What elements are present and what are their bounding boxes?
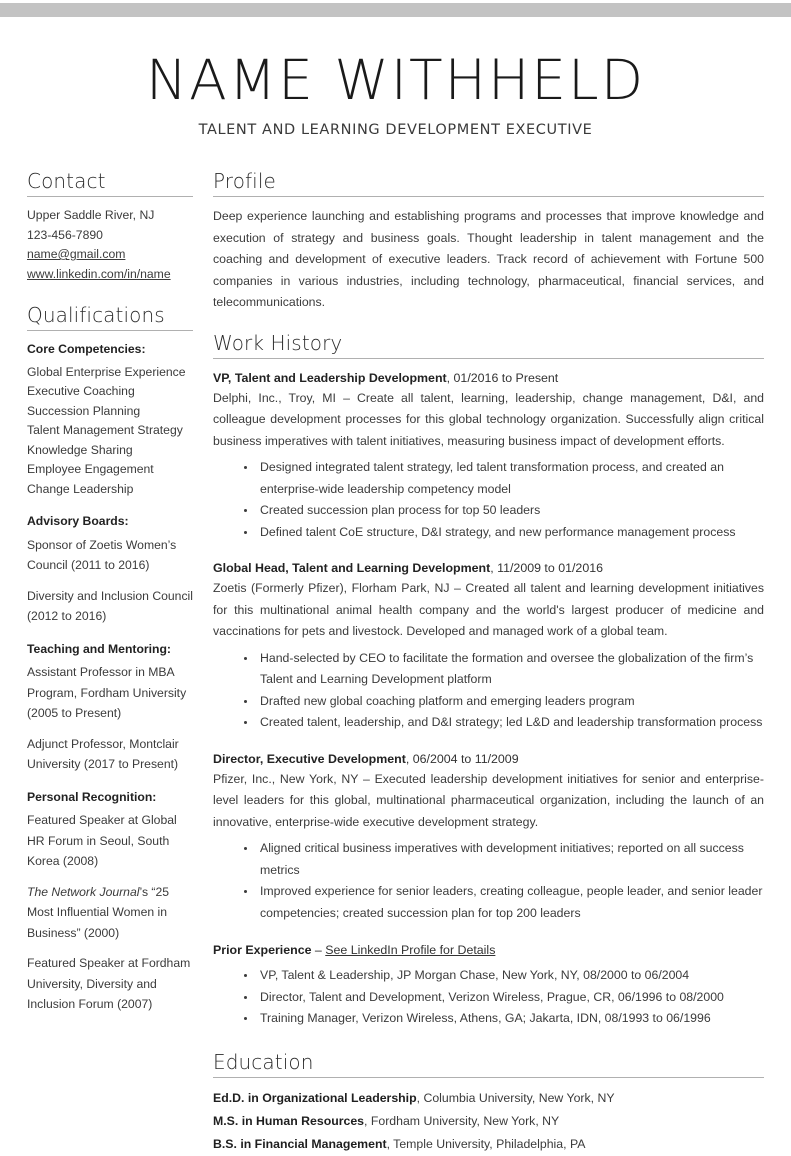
candidate-name: NAME WITHHELD <box>145 48 646 112</box>
resume-columns <box>0 169 791 1156</box>
top-gray-band <box>0 3 791 17</box>
job-title: Director, Executive Development <box>213 751 406 766</box>
recognition-text: Featured Speaker at Fordham University, Diversity and Inclusion Forum (2007) <box>27 956 191 1011</box>
degree-school: , Temple University, Philadelphia, PA <box>386 1136 586 1151</box>
candidate-title: TALENT AND LEARNING DEVELOPMENT EXECUTIVE <box>198 122 593 138</box>
job-title: Global Head, Talent and Learning Development <box>213 561 491 575</box>
job-title: VP, Talent and Leadership Development <box>213 370 447 385</box>
education-heading: Education <box>213 1050 764 1078</box>
contact-linkedin[interactable] <box>27 265 193 285</box>
degree-name: B.S. in Financial Management <box>213 1136 387 1151</box>
job-dates: , 06/2004 to 11/2009 <box>405 751 519 766</box>
job-bullet: Improved experience for senior leaders, creating colleague, people leader, and senior leader competencies; created succession plan for top 200 leaders <box>244 881 764 924</box>
job-title-line <box>213 368 764 388</box>
education-entry <box>213 1133 764 1156</box>
prior-experience-label: Prior Experience <box>213 943 312 957</box>
recognition-item <box>27 953 193 1015</box>
core-competencies-label: Core Competencies: <box>27 342 146 356</box>
prior-experience-bullet: Training Manager, Verizon Wireless, Athens, GA; Jakarta, IDN, 08/1993 to 06/1996 <box>244 1008 764 1030</box>
job-bullet: Created succession plan process for top 50 leaders <box>244 500 764 522</box>
job-title-line <box>213 749 764 769</box>
core-competency-item: Executive Coaching <box>27 384 135 398</box>
linkedin-profile-link[interactable]: See LinkedIn Profile for Details <box>325 943 496 957</box>
degree-school: , Fordham University, New York, NY <box>364 1113 560 1128</box>
advisory-board-item: Sponsor of Zoetis Women’s Council (2011 to 2016) <box>27 537 177 572</box>
degree-name: M.S. in Human Resources <box>213 1113 365 1128</box>
resume-page <box>0 17 791 1151</box>
job-bullet-list <box>213 457 764 543</box>
job-bullet: Hand-selected by CEO to facilitate the formation and oversee the globalization of the firm’s Talent and Learning Development platform <box>244 648 764 691</box>
teaching-label: Teaching and Mentoring: <box>27 641 171 656</box>
degree-name: Ed.D. in Organizational Leadership <box>213 1090 417 1105</box>
work-history-entry <box>213 749 764 925</box>
advisory-boards-label: Advisory Boards: <box>27 514 129 528</box>
contact-email-link[interactable]: name@gmail.com <box>27 247 126 261</box>
qualifications-heading: Qualifications <box>27 303 193 331</box>
prior-experience-line <box>213 940 764 960</box>
resume-header <box>0 17 791 138</box>
core-competency-item: Knowledge Sharing <box>27 442 133 457</box>
job-bullet: Drafted new global coaching platform and emerging leaders program <box>244 691 764 713</box>
job-dates: , 11/2009 to 01/2016 <box>490 561 603 575</box>
profile-heading: Profile <box>213 169 764 197</box>
core-competency-item: Global Enterprise Experience <box>27 364 186 379</box>
job-dates: , 01/2016 to Present <box>446 370 559 385</box>
recognition-item <box>27 810 193 872</box>
job-bullet: Created talent, leadership, and D&I strategy; led L&D and leadership transformation process <box>244 712 764 734</box>
core-competency-item: Talent Management Strategy <box>27 423 183 437</box>
work-history-entry <box>213 368 764 544</box>
contact-email[interactable] <box>27 245 193 265</box>
core-competency-item: Succession Planning <box>27 403 141 418</box>
contact-address: Upper Saddle River, NJ <box>27 208 155 222</box>
recognition-item <box>27 882 193 944</box>
job-bullet: Defined talent CoE structure, D&I strategy, and new performance management process <box>244 522 764 544</box>
education-section <box>213 1050 764 1156</box>
education-entry <box>213 1087 764 1110</box>
work-history-entry <box>213 558 764 734</box>
education-entry <box>213 1110 764 1133</box>
core-competency-item: Employee Engagement <box>27 462 154 476</box>
advisory-board-item: Diversity and Inclusion Council (2012 to 2016) <box>27 588 193 623</box>
prior-experience-bullet-list <box>213 965 764 1030</box>
recognition-label: Personal Recognition: <box>27 789 157 804</box>
profile-text: Deep experience launching and establishing programs and processes that improve knowledge and execution of strategy and business goals. Thought leadership in talent management and the coaching and development of executive leaders. Track record of achievement with Fortune 500 companies in various industries, including technology, pharmaceutical, financial services, and telecommunications. <box>213 209 764 309</box>
job-title-line <box>213 558 764 578</box>
prior-experience-bullet: Director, Talent and Development, Verizon Wireless, Prague, CR, 06/1996 to 08/2000 <box>244 987 764 1009</box>
degree-school: , Columbia University, New York, NY <box>416 1090 615 1105</box>
section-spacer <box>27 284 193 303</box>
right-column <box>209 169 764 1156</box>
teaching-item: Assistant Professor in MBA Program, Fordham University (2005 to Present) <box>27 665 187 720</box>
prior-experience-separator: – <box>311 943 326 957</box>
job-description: Zoetis (Formerly Pfizer), Florham Park, NJ – Created all talent and learning development initiatives for this multinational animal health company and the world's largest producer of medicine and vaccinations for pets and livestock. Developed and managed work of a global team. <box>213 581 764 638</box>
recognition-text: ’s “25 Most Influential Women in Business” (2000) <box>27 884 170 940</box>
job-description: Delphi, Inc., Troy, MI – Create all talent, learning, leadership, change management, D&I, and colleague development processes for this global technology organization. Successfully align critical business imperatives with talent initiatives, measuring business impact of development efforts. <box>213 390 764 448</box>
prior-experience-bullet: VP, Talent & Leadership, JP Morgan Chase, New York, NY, 08/2000 to 06/2004 <box>244 965 764 987</box>
job-bullet-list <box>213 648 764 734</box>
contact-heading: Contact <box>27 169 193 197</box>
contact-phone: 123-456-7890 <box>27 227 103 242</box>
recognition-text: Featured Speaker at Global HR Forum in Seoul, South Korea (2008) <box>27 813 177 868</box>
job-bullet-list <box>213 838 764 924</box>
job-bullet: Designed integrated talent strategy, led talent transformation process, and created an enterprise-wide leadership competency model <box>244 457 764 500</box>
core-competency-item: Change Leadership <box>27 481 134 496</box>
work-history-heading: Work History <box>213 331 764 359</box>
job-bullet: Aligned critical business imperatives with development initiatives; reported on all success metrics <box>244 838 764 881</box>
recognition-italic-prefix: The Network Journal <box>27 884 140 899</box>
teaching-item: Adjunct Professor, Montclair University (2017 to Present) <box>27 736 179 771</box>
job-description: Pfizer, Inc., New York, NY – Executed leadership development initiatives for senior and enterprise-level leaders for this global, multinational pharmaceutical organization, including the launch of an innovative, enterprise-wide executive development strategy. <box>213 771 764 829</box>
contact-linkedin-link[interactable]: www.linkedin.com/in/name <box>27 266 171 281</box>
left-column <box>27 169 209 1015</box>
